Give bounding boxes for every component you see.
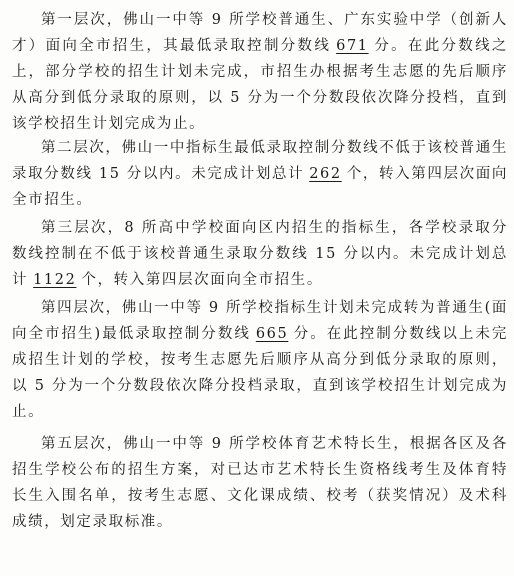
paragraph-1-text-after: 分。在此分数线之上，部分学校的招生计划未完成，市招生办根据考生志愿的先后顺序从高分到低分录取的原则，以 5 分为一个分数段依次降分投档，直到该学校招生计划完成为止。 (12, 38, 508, 132)
unfinished-quota-262: 262 (309, 166, 342, 182)
paragraph-4-text-before: 第四层次，佛山一中等 9 所学校指标生计划未完成转为普通生(面向全市招生)最低录取控制分数线 (12, 300, 508, 342)
paragraph-3-text-after: 个，转入第四层次面向全市招生。 (81, 272, 323, 288)
score-line-671: 671 (336, 38, 369, 54)
paragraph-level-2 (12, 135, 508, 215)
paragraph-level-4 (12, 295, 508, 431)
paragraph-3-text-before: 第三层次，8 所高中学校面向区内招生的指标生，各学校录取分数线控制在不低于该校普通生录取分数线 15 分以内。未完成计划总计 (12, 220, 508, 288)
paragraph-level-1 (12, 7, 508, 135)
document-body (12, 7, 508, 561)
unfinished-quota-1122: 1122 (33, 272, 77, 288)
paragraph-level-5: 第五层次，佛山一中等 9 所学校体育艺术特长生，根据各区及各招生学校公布的招生方案，对已达市艺术特长生资格线考生及体育特长生入围名单，按考生志愿、文化课成绩、校考（获奖情况）及术科成绩，划定录取标准。 (12, 436, 508, 530)
paragraph-level-3 (12, 215, 508, 295)
score-line-665: 665 (255, 326, 289, 342)
paragraph-2-text-after: 个，转入第四层次面向全市招生。 (12, 166, 509, 208)
paragraph-2-text-before: 第二层次，佛山一中指标生最低录取控制分数线不低于该校普通生录取分数线 15 分以内。未完成计划总计 (12, 140, 508, 182)
paragraph-1-text-before: 第一层次，佛山一中等 9 所学校普通生、广东实验中学（创新人才）面向全市招生，其最低录取控制分数线 (12, 12, 508, 54)
paragraph-4-text-after: 分。在此控制分数线以上未完成招生计划的学校，按考生志愿先后顺序从高分到低分录取的原则，以 5 分为一个分数段依次降分投档录取，直到该学校招生计划完成为止。 (12, 326, 508, 420)
